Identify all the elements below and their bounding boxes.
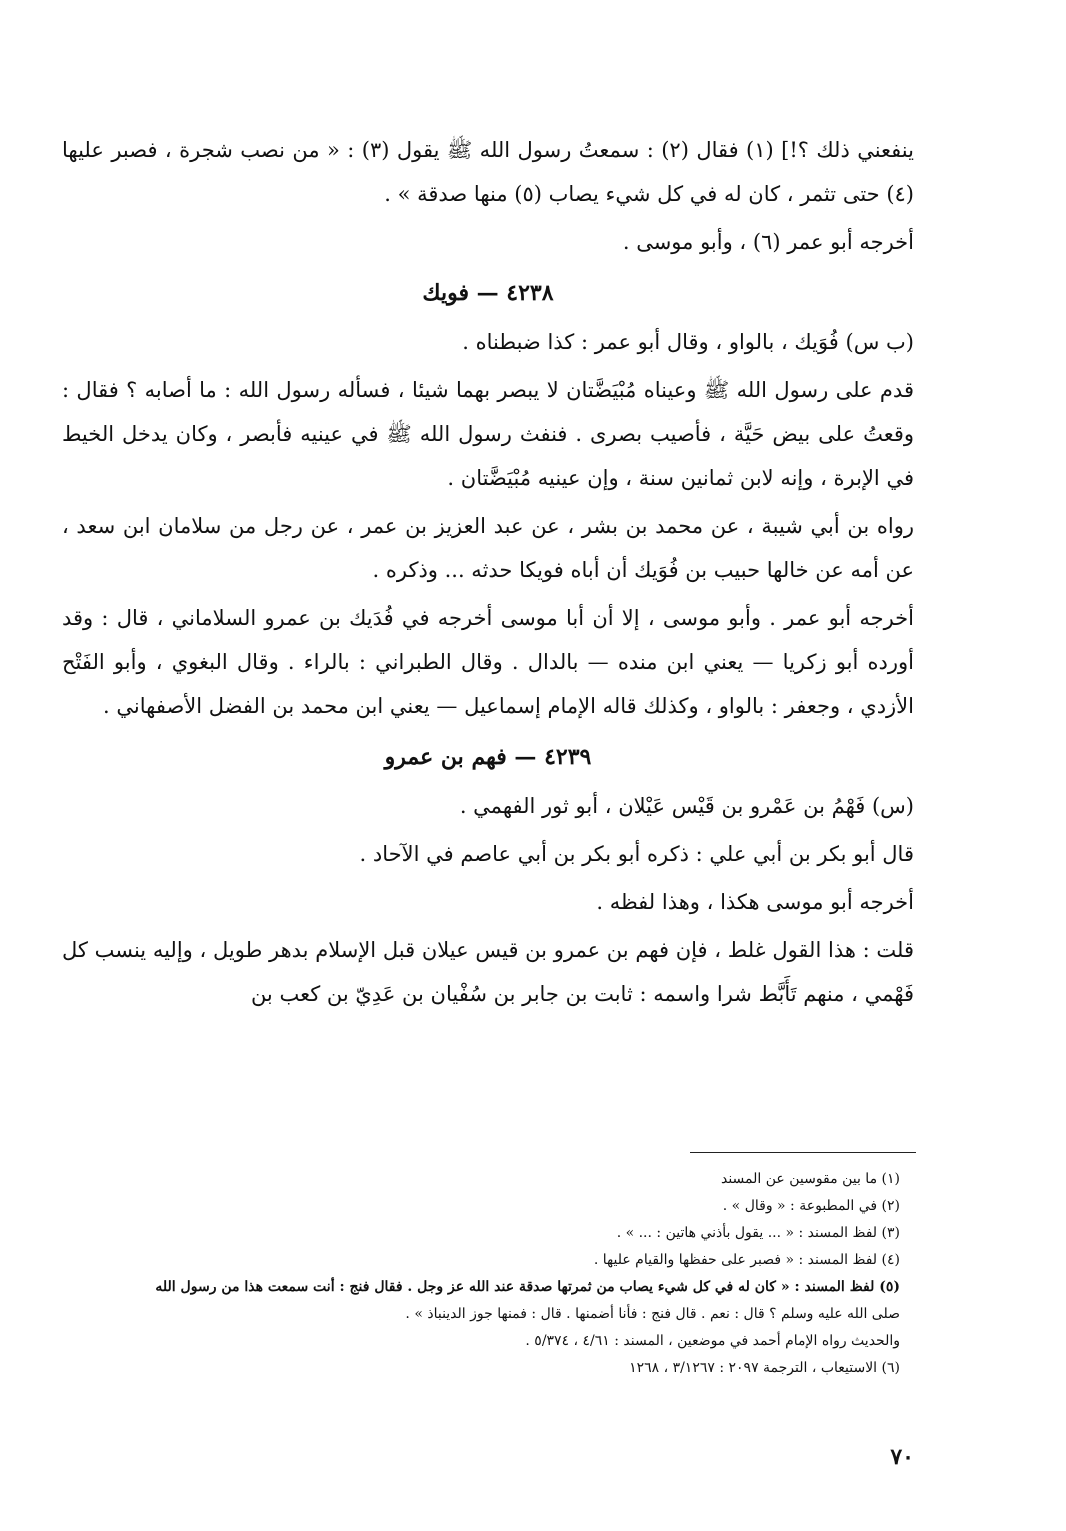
paragraph: قلت : هذا القول غلط ، فإن فهم بن عمرو بن قيس عيلان قبل الإسلام بدهر طويل ، وإليه ينسب كل فَهْمي ، منهم تَأَبَّط شرا واسمه : ثابت بن جابر بن سُفْيان بن عَدِيّ بن كعب بن xyxy=(62,938,914,1006)
entry-heading: ٤٢٣٨ — فويك xyxy=(422,280,554,306)
footnote: (٢) في المطبوعة : « وقال » . xyxy=(722,1198,900,1214)
paragraph: قدم على رسول الله ﷺ وعيناه مُبْيَضَّتان لا يبصر بهما شيئا ، فسأله رسول الله : ما أصابه ؟ فقال : وقعتُ على بيض حَيَّة ، فأصيب بصرى . فنفث رسول الله ﷺ في عينيه فأبصر ، وكان يدخل الخيط في الإبرة ، وإنه لابن ثمانين سنة ، وإن عينيه مُبْيَضَّتان . xyxy=(62,378,914,490)
footnote-divider xyxy=(690,1152,916,1153)
footnote: (٥) لفظ المسند : « كان له في كل شيء يصاب من ثمرتها صدقة عند الله عز وجل . فقال فنج : أنت سمعت هذا من رسول الله xyxy=(155,1279,900,1295)
paragraph: أخرجه أبو عمر . وأبو موسى ، إلا أن أبا موسى أخرجه في فُدَيك بن عمرو السلاماني ، قال : وقد أورده أبو زكريا — يعني ابن منده — بالدال . وقال الطبراني : بالراء . وقال البغوي ، وأبو الفَتْح الأزدي ، وجعفر : بالواو ، وكذلك قاله الإمام إسماعيل — يعني ابن محمد بن الفضل الأصفهاني . xyxy=(62,606,914,718)
footnotes xyxy=(60,1166,900,1382)
paragraph: (س) فَهْمُ بن عَمْرو بن قَيْس عَيْلان ، أبو ثور الفهمي . xyxy=(459,794,914,818)
paragraph: قال أبو بكر بن أبي علي : ذكره أبو بكر بن أبي عاصم في الآحاد . xyxy=(359,842,914,866)
paragraph: أخرجه أبو موسى هكذا ، وهذا لفظه . xyxy=(596,890,914,914)
footnote: (٦) الاستيعاب ، الترجمة ٢٠٩٧ : ٣/١٢٦٧ ، ١٢٦٨ xyxy=(629,1360,900,1376)
footnote: (٣) لفظ المسند : « ... يقول بأذني هاتين : ... » . xyxy=(616,1225,900,1241)
entry-heading: ٤٢٣٩ — فهم بن عمرو xyxy=(384,744,592,770)
paragraph: أخرجه أبو عمر (٦) ، وأبو موسى . xyxy=(622,230,914,254)
footnote: صلى الله عليه وسلم ؟ قال : نعم . قال فنج : فأنا أضمنها . قال : فمنها جوز الدينباذ » . xyxy=(405,1306,900,1322)
page-number: ٧٠ xyxy=(890,1444,914,1470)
footnote: (١) ما بين مقوسين عن المسند xyxy=(720,1171,900,1187)
main-text xyxy=(62,128,914,1016)
paragraph: رواه بن أبي شيبة ، عن محمد بن بشر ، عن عبد العزيز بن عمر ، عن رجل من سلامان ابن سعد ، عن أمه عن خالها حبيب بن فُوَيك أن أباه فويكا حدثه ... وذكره . xyxy=(62,514,914,582)
footnote: والحديث رواه الإمام أحمد في موضعين ، المسند : ٤/٦١ ، ٥/٣٧٤ . xyxy=(525,1333,900,1349)
footnote: (٤) لفظ المسند : « فصبر على حفظها والقيام عليها . xyxy=(593,1252,900,1268)
paragraph: ينفعني ذلك ؟!] (١) فقال (٢) : سمعتُ رسول الله ﷺ يقول (٣) : « من نصب شجرة ، فصبر عليها (٤) حتى تثمر ، كان له في كل شيء يصاب (٥) منها صدقة » . xyxy=(62,138,914,206)
paragraph: (ب س) فُوَيك ، بالواو ، وقال أبو عمر : كذا ضبطناه . xyxy=(462,330,914,354)
